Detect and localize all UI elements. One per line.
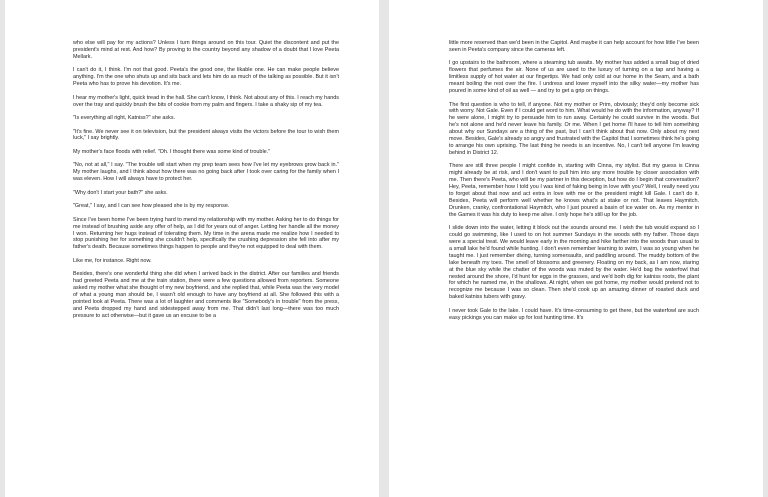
paragraph: Since I've been home I've been trying hard to mend my relationship with my mother. Asking her to do things for me instead of brushing aside any offer of help, as I did for years out of anger. Letting her handle all the money I won. Returning her hugs instead of tolerating them. My time in the arena made me realize how I needed to stop punishing her for something she couldn't help, specifically the crushing depression she fell into after my father's death. Because sometimes things happen to people and they're not equipped to deal with them. — [73, 216, 339, 251]
paragraph: "Why don't I start your bath?" she asks. — [73, 189, 168, 196]
paragraph: I go upstairs to the bathroom, where a steaming tub awaits. My mother has added a small bag of dried flowers that perfumes the air. None of us are used to the luxury of turning on a tap and having a limitless supply of hot water at our fingertips. We had only cold at our home in the Seam, and a bath meant boiling the rest over the fire. I undress and lower myself into the silky water—my mother has poured in some kind of oil as well — and try to get a grip on things. — [449, 60, 699, 95]
paragraph: little more reserved than we'd been in the Capitol. And maybe it can help account for how little I've been seen in Peeta's company since the cameras left. — [449, 40, 699, 53]
right-page — [389, 0, 763, 497]
right-page-text-column — [449, 40, 699, 322]
paragraph: "Great," I say, and I can see how pleased she is by my response. — [73, 203, 230, 210]
paragraph: My mother's face floods with relief. "Oh. I thought there was some kind of trouble." — [73, 148, 271, 155]
paragraph: "No, not at all," I say. "The trouble will start when my prep team sees how I've let my eyebrows grow back in." My mother laughs, and I think about how there was no going back after I took over caring for the family when I was eleven. How I will always have to protect her. — [73, 162, 339, 183]
paragraph: I hear my mother's light, quick tread in the hall. She can't know, I think. Not about any of this. I reach my hands over the tray and quickly brush the bits of cookie from my palm and fingers. I take a shaky sip of my tea. — [73, 94, 339, 108]
paragraph: "It's fine. We never see it on television, but the president always visits the victors before the tour to wish them luck," I say brightly. — [73, 128, 339, 142]
paragraph: I slide down into the water, letting it block out the sounds around me. I wish the tub would expand so I could go swimming, like I used to on hot summer Sundays in the woods with my father. Those days were a special treat. We would leave early in the morning and hike farther into the woods than usual to a small lake he'd found while hunting. I don't even remember learning to swim, I was so young when he taught me. I just remember diving, turning somersaults, and paddling around. The muddy bottom of the lake beneath my toes. The smell of blossoms and greenery. Floating on my back, as I am now, staring at the blue sky while the chatter of the woods was muted by the water. He'd bag the waterfowl that nested around the shore, I'd hunt for eggs in the grasses, and we'd both dig for katniss roots, the plant for which he named me, in the shallows. At night, when we got home, my mother would pretend not to recognize me because I was so clean. Then she'd cook up an amazing dinner of roasted duck and baked katniss tubers with gravy. — [449, 225, 699, 301]
paragraph: who else will pay for my actions? Unless I turn things around on this tour. Quiet the discontent and put the president's mind at rest. And how? By proving to the country beyond any shadow of a doubt that I love Peeta Mellark. — [73, 40, 339, 60]
paragraph: "Is everything all right, Katniss?" she asks. — [73, 115, 176, 122]
paragraph: I can't do it, I think. I'm not that good. Peeta's the good one, the likable one. He can make people believe anything. I'm the one who shuts up and sits back and lets him do as much of the talking as possible. But it isn't Peeta who has to prove his devotion. It's me. — [73, 67, 339, 88]
paragraph: Like me, for instance. Right now. — [73, 257, 152, 264]
paragraph: I never took Gale to the lake. I could have. It's time-consuming to get there, but the waterfowl are such easy pickings you can make up for lost hunting time. It's — [449, 307, 699, 321]
left-page-text-column — [73, 40, 339, 320]
paragraph: The first question is who to tell, if anyone. Not my mother or Prim, obviously; they'd only become sick with worry. Not Gale. Even if I could get word to him. What would he do with the information, anyway? If he were alone, I might try to persuade him to run away. Certainly he could survive in the woods. But he's not alone and he'd never leave his family. Or me. When I get home I'll have to tell him something about why our Sundays are a thing of the past, but I can't think about that now. Only about my next move. Besides, Gale's already so angry and frustrated with the Capitol that I sometimes think he's going to arrange his own uprising. The last thing he needs is an incentive. No, I can't tell anyone I'm leaving behind in District 12. — [449, 101, 699, 156]
paragraph: There are still three people I might confide in, starting with Cinna, my stylist. But my guess is Cinna might already be at risk, and I don't want to pull him into any more trouble by closer association with me. Then there's Peeta, who will be my partner in this deception, but how do I begin that conversation? Hey, Peeta, remember how I told you I was kind of faking being in love with you? Well, I really need you to forget about that now and act extra in love with me or the president might kill Gale. I can't do it. Besides, Peeta will perform well whether he knows what's at stake or not. That leaves Haymitch. Drunken, cranky, confrontational Haymitch, who I just poured a basin of ice water on. As my mentor in the Games it was his duty to keep me alive. I only hope he's still up for the job. — [449, 163, 699, 218]
paragraph: Besides, there's one wonderful thing she did when I arrived back in the district. After our families and friends had greeted Peeta and me at the train station, there were a few questions allowed from reporters. Someone asked my mother what she thought of my new boyfriend, and she replied that, while Peeta was the very model of what a young man should be, I wasn't old enough to have any boyfriend at all. She followed this with a pointed look at Peeta. There was a lot of laughter and comments like "Somebody's in trouble" from the press, and Peeta dropped my hand and sidestepped away from me. That didn't last long—there was too much pressure to act otherwise—but it gave us an excuse to be a — [73, 271, 339, 319]
left-page — [5, 0, 379, 497]
